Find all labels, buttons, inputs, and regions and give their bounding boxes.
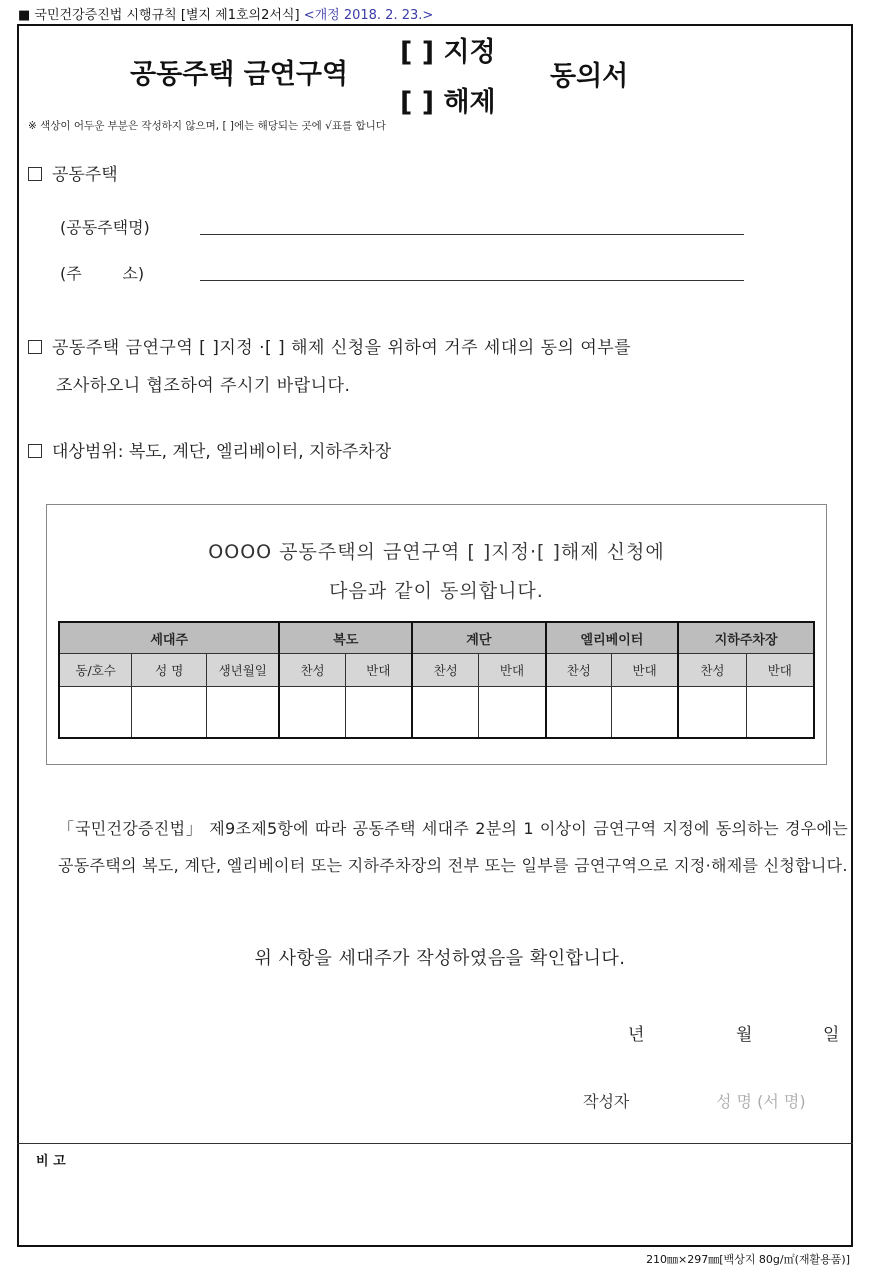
group-elevator: 엘리베이터 [546,622,679,654]
revision-date: <개정 2018. 2. 23.> [303,8,434,23]
consent-table [58,621,815,739]
col-unit: 동/호수 [59,654,132,687]
section-apartment-label: 공동주택 [52,165,118,185]
col-parking-agree: 찬성 [678,654,746,687]
form-reference-text: ■ 국민건강증진법 시행규칙 [별지 제1호의2서식] [18,8,300,23]
remarks-divider [17,1143,853,1144]
request-line-1: 공동주택 금연구역 [ ]지정 ·[ ] 해제 신청을 위하여 거주 세대의 동의 여부를 [52,338,632,358]
col-birthdate: 생년월일 [207,654,280,687]
group-stairs: 계단 [412,622,546,654]
apartment-name-label: (공동주택명) [60,218,150,237]
col-name: 성 명 [132,654,207,687]
col-elevator-agree: 찬성 [546,654,612,687]
form-reference [18,4,433,23]
section-request [28,335,853,399]
birthdate-cell[interactable] [207,687,280,739]
date-day-label: 일 [823,1025,840,1045]
parking-agree-cell[interactable] [678,687,746,739]
col-stairs-oppose: 반대 [479,654,546,687]
request-line-2: 조사하오니 협조하여 주시기 바랍니다. [56,376,351,396]
elevator-oppose-cell[interactable] [611,687,678,739]
col-corridor-agree: 찬성 [279,654,345,687]
section-apartment [28,160,118,185]
group-corridor: 복도 [279,622,412,654]
date-month-label: 월 [736,1025,753,1045]
confirmation-text: 위 사항을 세대주가 작성하였음을 확인합니다. [254,948,626,969]
remarks-label: 비 고 [36,1154,66,1169]
date-year-label: 년 [628,1025,645,1045]
form-title-suffix: 동의서 [550,61,629,92]
col-elevator-oppose: 반대 [611,654,678,687]
corridor-oppose-cell[interactable] [345,687,412,739]
square-bullet-icon [28,167,42,181]
table-row [59,687,814,739]
stairs-agree-cell[interactable] [412,687,479,739]
address-field[interactable] [200,280,744,281]
consent-line-2: 다음과 같이 동의합니다. [329,580,544,602]
name-cell[interactable] [132,687,207,739]
paper-spec: 210㎜×297㎜[백상지 80g/㎡(재활용품)] [646,1253,850,1266]
corridor-agree-cell[interactable] [279,687,345,739]
square-bullet-icon [28,340,42,354]
stairs-oppose-cell[interactable] [479,687,546,739]
signature-field[interactable]: 성 명 (서 명) [716,1092,806,1111]
scope-text: 대상범위: 복도, 계단, 엘리베이터, 지하주차장 [52,442,392,462]
author-label: 작성자 [583,1092,630,1111]
form-title: 공동주택 금연구역 [130,59,349,90]
consent-line-1: OOOO 공동주택의 금연구역 [ ]지정·[ ]해제 신청에 [208,541,665,563]
section-scope [28,437,391,462]
col-corridor-oppose: 반대 [345,654,412,687]
address-label: (주 소) [60,264,145,283]
elevator-agree-cell[interactable] [546,687,612,739]
designate-option[interactable]: [ ] 지정 [400,37,496,68]
col-parking-oppose: 반대 [746,654,814,687]
col-stairs-agree: 찬성 [412,654,479,687]
law-paragraph: 「국민건강증진법」 제9조제5항에 따라 공동주택 세대주 2분의 1 이상이 금연구역 지정에 동의하는 경우에는 공동주택의 복도, 계단, 엘리베이터 또는 지하주차장의 전부 또는 일부를 금연구역으로 지정·해제를 신청합니다. [58,819,848,875]
instruction-note: ※ 색상이 어두운 부분은 작성하지 않으며, [ ]에는 해당되는 곳에 √표를 합니다 [28,120,386,132]
square-bullet-icon [28,444,42,458]
parking-oppose-cell[interactable] [746,687,814,739]
unit-cell[interactable] [59,687,132,739]
release-option[interactable]: [ ] 해제 [400,87,496,118]
group-householder: 세대주 [59,622,279,654]
apartment-name-field[interactable] [200,234,744,235]
group-parking: 지하주차장 [678,622,814,654]
